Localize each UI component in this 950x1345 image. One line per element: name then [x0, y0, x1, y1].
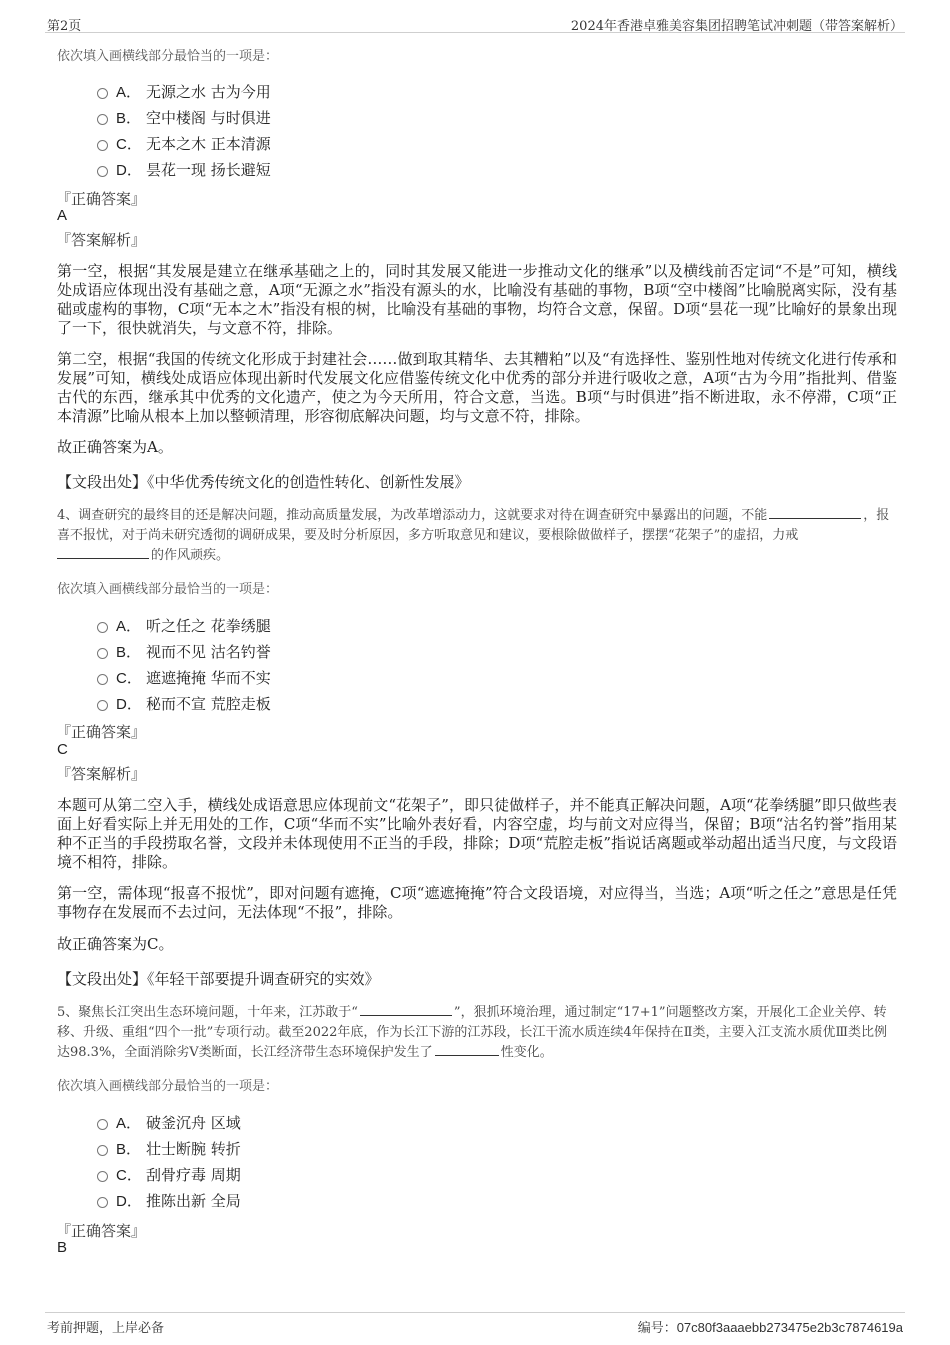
- option-a[interactable]: A． 听之任之 花拳绣腿: [97, 616, 271, 636]
- option-c[interactable]: C． 无本之木 正本清源: [97, 134, 271, 154]
- fill-blank: [435, 1043, 499, 1056]
- question-prompt: 依次填入画横线部分最恰当的一项是：: [57, 49, 279, 64]
- answer-value: C: [57, 741, 68, 758]
- source-citation: 【文段出处】《年轻干部要提升调查研究的实效》: [57, 970, 380, 988]
- page-number: 第2页: [47, 19, 82, 34]
- option-b[interactable]: B． 视而不见 沽名钓誉: [97, 642, 271, 662]
- fill-blank: [57, 546, 149, 559]
- analysis-label: 『答案解析』: [56, 765, 147, 783]
- radio-icon[interactable]: [97, 1145, 108, 1156]
- option-d[interactable]: D． 推陈出新 全局: [97, 1191, 241, 1211]
- answer-value: A: [57, 207, 68, 224]
- option-a[interactable]: A． 无源之水 古为今用: [97, 82, 271, 102]
- radio-icon[interactable]: [97, 1171, 108, 1182]
- radio-icon[interactable]: [97, 1119, 108, 1130]
- analysis-paragraph: 本题可从第二空入手，横线处成语意思应体现前文“花架子”，即只徒做样子，并不能真正解决问题，A项“花拳绣腿”即只做些表面上好看实际上并无用处的工作，C项“华而不实”比喻外表好看，内容空虚，均与前文对应得当，保留；B项“沽名钓誉”指用某种不正当的手段捞取名誉，文段并未体现使用不正当的手段，排除；D项“荒腔走板”指说话离题或举动超出适当尺度，与文段语境不相符，排除。: [57, 796, 897, 871]
- radio-icon[interactable]: [97, 622, 108, 633]
- radio-icon[interactable]: [97, 674, 108, 685]
- answer-value: B: [57, 1239, 68, 1256]
- question-stem: 4、调查研究的最终目的还是解决问题，推动高质量发展，为改革增添动力，这就要求对待在调查研究中暴露出的问题，不能 ，报喜不报忧，对于尚未研究透彻的调研成果，要及时分析原因，多方听取意见和建议，要根除做做样子，摆摆“花架子”的虚招，力戒 的作风顽疾。: [57, 508, 890, 563]
- answer-label: 『正确答案』: [56, 723, 147, 741]
- radio-icon[interactable]: [97, 700, 108, 711]
- radio-icon[interactable]: [97, 140, 108, 151]
- fill-blank: [360, 1003, 452, 1016]
- document-title: 2024年香港卓雅美容集团招聘笔试冲刺题（带答案解析）: [570, 19, 903, 34]
- page-header: [45, 12, 905, 33]
- radio-icon[interactable]: [97, 114, 108, 125]
- question-prompt: 依次填入画横线部分最恰当的一项是：: [57, 582, 279, 597]
- footer-slogan: 考前押题，上岸必备: [47, 1321, 165, 1336]
- page-footer: [45, 1312, 905, 1337]
- option-a[interactable]: A． 破釜沉舟 区域: [97, 1113, 241, 1133]
- radio-icon[interactable]: [97, 1197, 108, 1208]
- answer-label: 『正确答案』: [56, 190, 147, 208]
- option-c[interactable]: C． 刮骨疗毒 周期: [97, 1165, 241, 1185]
- option-c[interactable]: C． 遮遮掩掩 华而不实: [97, 668, 271, 688]
- option-d[interactable]: D． 秘而不宣 荒腔走板: [97, 694, 271, 714]
- option-d[interactable]: D． 昙花一现 扬长避短: [97, 160, 271, 180]
- analysis-label: 『答案解析』: [56, 231, 147, 249]
- fill-blank: [769, 506, 861, 519]
- analysis-paragraph: 第一空，需体现“报喜不报忧”，即对问题有遮掩，C项“遮遮掩掩”符合文段语境，对应得当，当选；A项“听之任之”意思是任凭事物存在发展而不去过问，无法体现“不报”，排除。: [57, 884, 897, 921]
- analysis-paragraph: 第二空，根据“我国的传统文化形成于封建社会……做到取其精华、去其糟粕”以及“有选择性、鉴别性地对传统文化进行传承和发展”可知，横线处成语应体现出新时代发展文化应借鉴传统文化中优秀的部分并进行吸收之意，A项“古为今用”指批判、借鉴古代的东西，继承其中优秀的文化遗产，使之为今天所用，符合文意，当选。B项“与时俱进”指不断进取，永不停滞，C项“正本清源”比喻从根本上加以整顿清理，形容彻底解决问题，均与文意不符，排除。: [57, 350, 897, 425]
- document-id: 编号：07c80f3aaaebb273475e2b3c7874619a: [637, 1320, 903, 1335]
- radio-icon[interactable]: [97, 88, 108, 99]
- option-b[interactable]: B． 壮士断腕 转折: [97, 1139, 241, 1159]
- answer-label: 『正确答案』: [56, 1222, 147, 1240]
- analysis-conclusion: 故正确答案为C。: [57, 935, 174, 953]
- source-citation: 【文段出处】《中华优秀传统文化的创造性转化、创新性发展》: [57, 473, 470, 491]
- radio-icon[interactable]: [97, 166, 108, 177]
- radio-icon[interactable]: [97, 648, 108, 659]
- analysis-conclusion: 故正确答案为A。: [57, 438, 173, 456]
- question-prompt: 依次填入画横线部分最恰当的一项是：: [57, 1079, 279, 1094]
- option-b[interactable]: B． 空中楼阁 与时俱进: [97, 108, 271, 128]
- analysis-paragraph: 第一空，根据“其发展是建立在继承基础之上的，同时其发展又能进一步推动文化的继承”以及横线前否定词“不是”可知，横线处成语应体现出没有基础之意，A项“无源之水”指没有源头的水，比喻没有基础的事物，B项“空中楼阁”比喻脱离实际，没有基础或虚构的事物，C项“无本之木”指没有根的树，比喻没有基础的事物，均符合文意，保留。D项“昙花一现”比喻好的景象出现了一下，很快就消失，与文意不符，排除。: [57, 262, 897, 337]
- question-stem: 5、聚焦长江突出生态环境问题，十年来，江苏敢于“ ”，狠抓环境治理，通过制定“17+1”问题整改方案，开展化工企业关停、转移、升级、重组“四个一批”专项行动。截至2022年底，作为长江下游的江苏段，长江干流水质连续4年保持在Ⅱ类，主要入江支流水质优Ⅲ类比例达98.3%，全面消除劣Ⅴ类断面，长江经济带生态环境保护发生了 性变化。: [57, 1005, 888, 1060]
